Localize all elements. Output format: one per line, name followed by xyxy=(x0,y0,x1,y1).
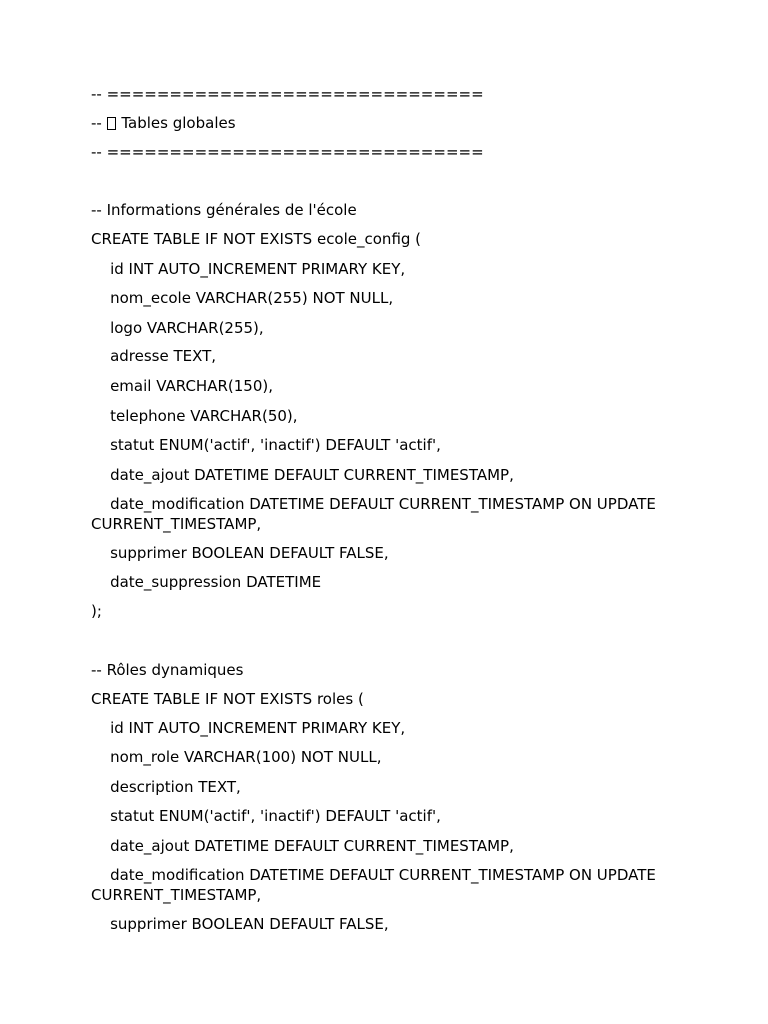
section-title: Tables globales xyxy=(121,114,236,132)
sql-line: statut ENUM('actif', 'inactif') DEFAULT 'actif', xyxy=(91,807,441,825)
sql-line: description TEXT, xyxy=(91,778,241,796)
sql-line: date_ajout DATETIME DEFAULT CURRENT_TIMESTAMP, xyxy=(91,837,514,855)
sql-line: CREATE TABLE IF NOT EXISTS roles ( xyxy=(91,690,364,708)
sql-line: ); xyxy=(91,602,102,620)
comment-rule-bottom: -- ============================== xyxy=(91,143,484,161)
sql-line: date_ajout DATETIME DEFAULT CURRENT_TIMESTAMP, xyxy=(91,466,514,484)
sql-line: CREATE TABLE IF NOT EXISTS ecole_config ( xyxy=(91,230,422,248)
sql-line: date_modification DATETIME DEFAULT CURRENT_TIMESTAMP ON UPDATE CURRENT_TIMESTAMP, xyxy=(91,866,661,904)
sql-line: telephone VARCHAR(50), xyxy=(91,407,298,425)
sql-line: nom_role VARCHAR(100) NOT NULL, xyxy=(91,748,382,766)
sql-line: date_modification DATETIME DEFAULT CURRENT_TIMESTAMP ON UPDATE CURRENT_TIMESTAMP, xyxy=(91,495,661,533)
sql-line: adresse TEXT, xyxy=(91,347,217,365)
section-heading xyxy=(91,113,691,133)
comment-prefix: -- xyxy=(91,114,107,132)
sql-line: nom_ecole VARCHAR(255) NOT NULL, xyxy=(91,289,394,307)
sql-line: logo VARCHAR(255), xyxy=(91,319,264,337)
sql-line: supprimer BOOLEAN DEFAULT FALSE, xyxy=(91,544,389,562)
sql-line: id INT AUTO_INCREMENT PRIMARY KEY, xyxy=(91,260,406,278)
sql-line: statut ENUM('actif', 'inactif') DEFAULT 'actif', xyxy=(91,436,441,454)
sql-line: supprimer BOOLEAN DEFAULT FALSE, xyxy=(91,915,389,933)
comment-rule-top: -- ============================== xyxy=(91,85,484,103)
sql-line: id INT AUTO_INCREMENT PRIMARY KEY, xyxy=(91,719,406,737)
sql-line: date_suppression DATETIME xyxy=(91,573,322,591)
missing-glyph-icon xyxy=(107,117,116,130)
comment-line: -- Informations générales de l'école xyxy=(91,201,357,219)
sql-line: email VARCHAR(150), xyxy=(91,377,273,395)
comment-line: -- Rôles dynamiques xyxy=(91,661,244,679)
